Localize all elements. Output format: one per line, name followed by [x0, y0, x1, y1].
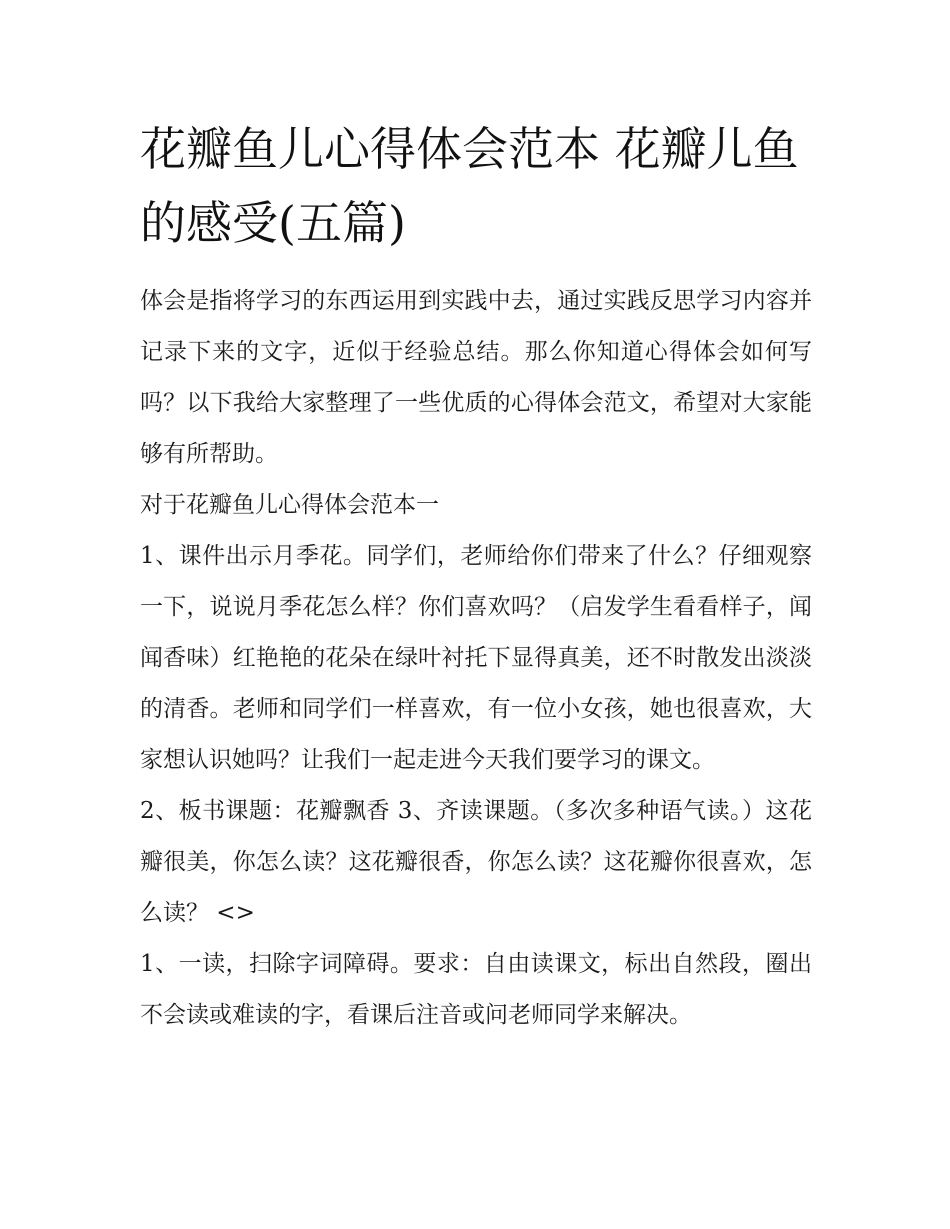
document-title: 花瓣鱼儿心得体会范本 花瓣儿鱼的感受(五篇): [140, 122, 799, 250]
document-body: [140, 112, 812, 1041]
body-paragraph: 1、一读，扫除字词障碍。要求：自由读课文，标出自然段，圈出不会读或难读的字，看课后注音或问老师同学来解决。: [140, 951, 812, 1028]
body-paragraph: 2、板书课题：花瓣飘香 3、齐读课题。（多次多种语气读。）这花瓣很美，你怎么读？这花瓣很香，你怎么读？这花瓣你很喜欢，怎么读？ <>: [140, 798, 812, 926]
section-heading: 对于花瓣鱼儿心得体会范本一: [140, 492, 439, 518]
body-paragraph: 1、课件出示月季花。同学们，老师给你们带来了什么？仔细观察一下，说说月季花怎么样？你们喜欢吗？（启发学生看看样子，闻闻香味）红艳艳的花朵在绿叶衬托下显得真美，还不时散发出淡淡的清香。老师和同学们一样喜欢，有一位小女孩，她也很喜欢，大家想认识她吗？让我们一起走进今天我们要学习的课文。: [140, 543, 812, 773]
intro-paragraph: 体会是指将学习的东西运用到实践中去，通过实践反思学习内容并记录下来的文字，近似于经验总结。那么你知道心得体会如何写吗？以下我给大家整理了一些优质的心得体会范文，希望对大家能够有所帮助。: [140, 288, 812, 467]
